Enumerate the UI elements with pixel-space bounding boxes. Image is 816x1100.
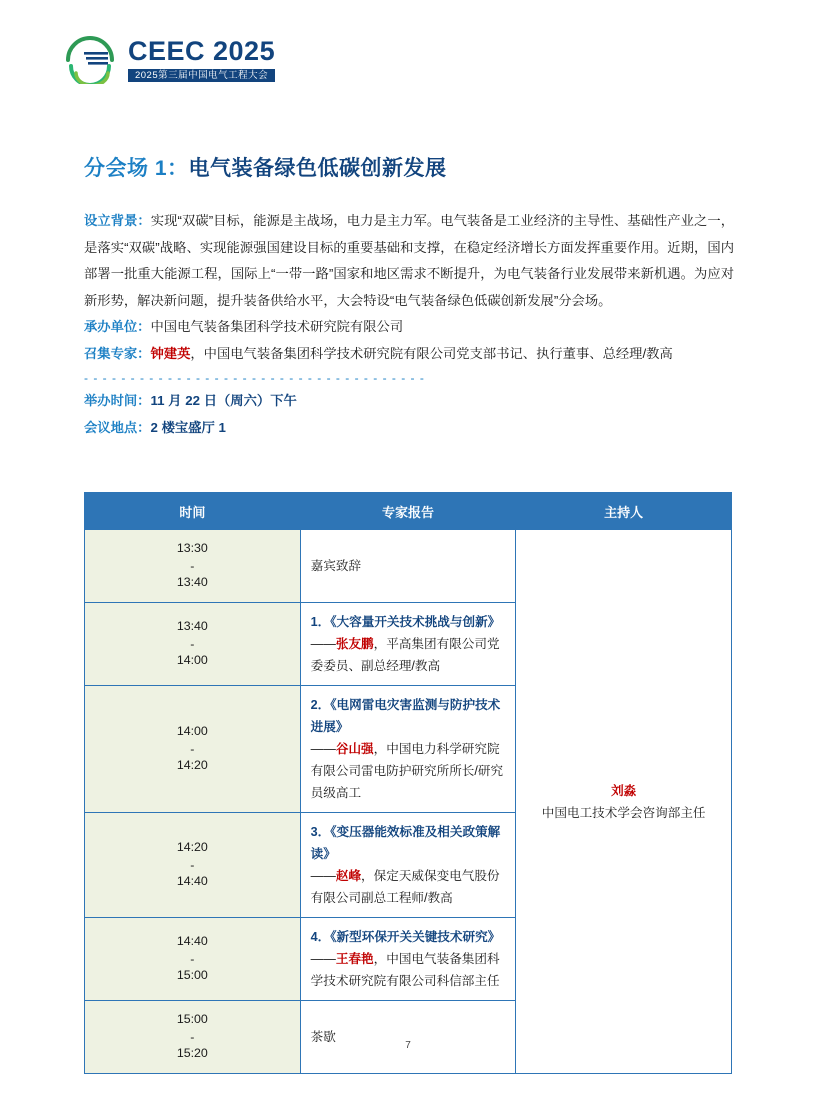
ceec-logo bbox=[64, 36, 275, 84]
cell-talk bbox=[300, 685, 516, 812]
time-dash: - bbox=[190, 741, 195, 756]
time-end: 15:20 bbox=[176, 1046, 208, 1061]
event-time-value: 11 月 22 日（周六）下午 bbox=[150, 393, 297, 409]
time-dash: - bbox=[190, 558, 195, 573]
time-end: 14:00 bbox=[176, 653, 208, 668]
logo-title: CEEC 2025 bbox=[128, 35, 276, 66]
column-header-host: 主持人 bbox=[516, 493, 732, 530]
background-label: 设立背景： bbox=[84, 213, 151, 228]
session-description-block bbox=[84, 208, 734, 442]
cell-time bbox=[85, 813, 301, 918]
event-venue-value: 2 楼宝盛厅 1 bbox=[150, 419, 226, 435]
convener-affiliation: ，中国电气装备集团科学技术研究院有限公司党支部书记、执行董事、总经理/教高 bbox=[190, 345, 673, 361]
cell-talk bbox=[300, 1001, 516, 1074]
talk-title: 4．《新型环保开关关键技术研究》 bbox=[310, 930, 501, 945]
host-organization: 中国电工技术学会咨询部主任 bbox=[541, 805, 706, 820]
speaker-affiliation: ，平高集团有限公司党委委员、副总经理/教高 bbox=[310, 636, 500, 673]
talk-plain-text: 嘉宾致辞 bbox=[310, 558, 362, 573]
speaker-prefix: —— bbox=[310, 869, 336, 884]
column-header-time: 时间 bbox=[85, 493, 301, 530]
organizer-value: 中国电气装备集团科学技术研究院有限公司 bbox=[150, 319, 404, 335]
time-start: 14:40 bbox=[176, 934, 208, 949]
time-start: 14:00 bbox=[176, 724, 208, 739]
cell-time bbox=[85, 918, 301, 1001]
time-start: 15:00 bbox=[176, 1012, 208, 1027]
background-paragraph bbox=[84, 208, 734, 314]
cell-time bbox=[85, 1001, 301, 1074]
talk-title: 1．《大容量开关技术挑战与创新》 bbox=[310, 614, 501, 629]
cell-time bbox=[85, 530, 301, 603]
organizer-line bbox=[84, 314, 734, 341]
column-header-talk: 专家报告 bbox=[300, 493, 516, 530]
convener-label: 召集专家： bbox=[84, 345, 151, 361]
time-end: 14:20 bbox=[176, 758, 208, 773]
convener-line bbox=[84, 341, 734, 368]
cell-time bbox=[85, 685, 301, 812]
cell-host bbox=[516, 530, 732, 1074]
background-text: 实现“双碳”目标，能源是主战场，电力是主力军。电气装备是工业经济的主导性、基础性产业之一，是落实“双碳”战略、实现能源强国建设目标的重要基础和支撑，在稳定经济增长方面发挥重要作用。近期，国内部署一批重大能源工程，国际上“一带一路”国家和地区需求不断提升，为电气装备行业发展带来新机遇。为应对新形势，解决新问题，提升装备供给水平，大会特设“电气装备绿色低碳创新发展”分会场。 bbox=[84, 213, 734, 308]
talk-title: 3．《变压器能效标准及相关政策解读》 bbox=[310, 825, 501, 862]
speaker-affiliation: ，中国电气装备集团科学技术研究院有限公司科信部主任 bbox=[310, 952, 500, 989]
speaker-name: 谷山强 bbox=[335, 741, 374, 756]
session-title: 电气装备绿色低碳创新发展 bbox=[188, 157, 447, 180]
convener-name: 钟建英 bbox=[150, 345, 191, 361]
speaker-prefix: —— bbox=[310, 741, 336, 756]
event-time-label: 举办时间： bbox=[84, 393, 151, 409]
ceec-swirl-icon bbox=[64, 36, 120, 84]
time-dash: - bbox=[190, 636, 195, 651]
speaker-name: 张友鹏 bbox=[335, 636, 374, 651]
speaker-name: 赵峰 bbox=[335, 869, 362, 884]
time-end: 15:00 bbox=[176, 968, 208, 983]
cell-time bbox=[85, 602, 301, 685]
talk-speaker-line bbox=[311, 948, 506, 992]
cell-talk bbox=[300, 530, 516, 603]
speaker-affiliation: ，保定天威保变电气股份有限公司副总工程师/教高 bbox=[310, 869, 500, 906]
page-title bbox=[84, 152, 447, 182]
talk-speaker-line bbox=[311, 738, 506, 804]
session-prefix: 分会场 1： bbox=[84, 157, 189, 180]
cell-talk bbox=[300, 813, 516, 918]
speaker-name: 王春艳 bbox=[335, 952, 374, 967]
time-end: 14:40 bbox=[176, 874, 208, 889]
host-name: 刘淼 bbox=[611, 783, 637, 798]
time-start: 13:30 bbox=[176, 541, 208, 555]
event-time-line bbox=[84, 388, 734, 415]
event-venue-line bbox=[84, 415, 734, 442]
cell-talk bbox=[300, 602, 516, 685]
speaker-prefix: —— bbox=[310, 952, 336, 967]
schedule-table bbox=[84, 492, 732, 1074]
cell-talk bbox=[300, 918, 516, 1001]
organizer-label: 承办单位： bbox=[84, 319, 151, 335]
talk-speaker-line bbox=[311, 865, 506, 909]
time-start: 13:40 bbox=[176, 618, 208, 633]
speaker-affiliation: ，中国电力科学研究院有限公司雷电防护研究所所长/研究员级高工 bbox=[310, 741, 504, 801]
table-row bbox=[85, 530, 732, 603]
page-number: 7 bbox=[405, 1040, 411, 1051]
time-dash: - bbox=[190, 952, 195, 967]
table-header-row bbox=[85, 493, 732, 530]
logo-subtitle: 2025第三届中国电气工程大会 bbox=[128, 69, 275, 83]
speaker-prefix: —— bbox=[310, 636, 336, 651]
event-venue-label: 会议地点： bbox=[84, 419, 151, 435]
time-start: 14:20 bbox=[176, 840, 208, 855]
dashed-divider: - - - - - - - - - - - - - - - - - - - - - - - - - - - - - - - - - - - - - bbox=[84, 370, 425, 385]
talk-title: 2．《电网雷电灾害监测与防护技术进展》 bbox=[310, 697, 501, 734]
time-end: 13:40 bbox=[176, 575, 208, 590]
talk-plain-text: 茶歇 bbox=[310, 1030, 336, 1045]
time-dash: - bbox=[190, 857, 195, 872]
talk-speaker-line bbox=[311, 633, 506, 677]
time-dash: - bbox=[190, 1029, 195, 1044]
